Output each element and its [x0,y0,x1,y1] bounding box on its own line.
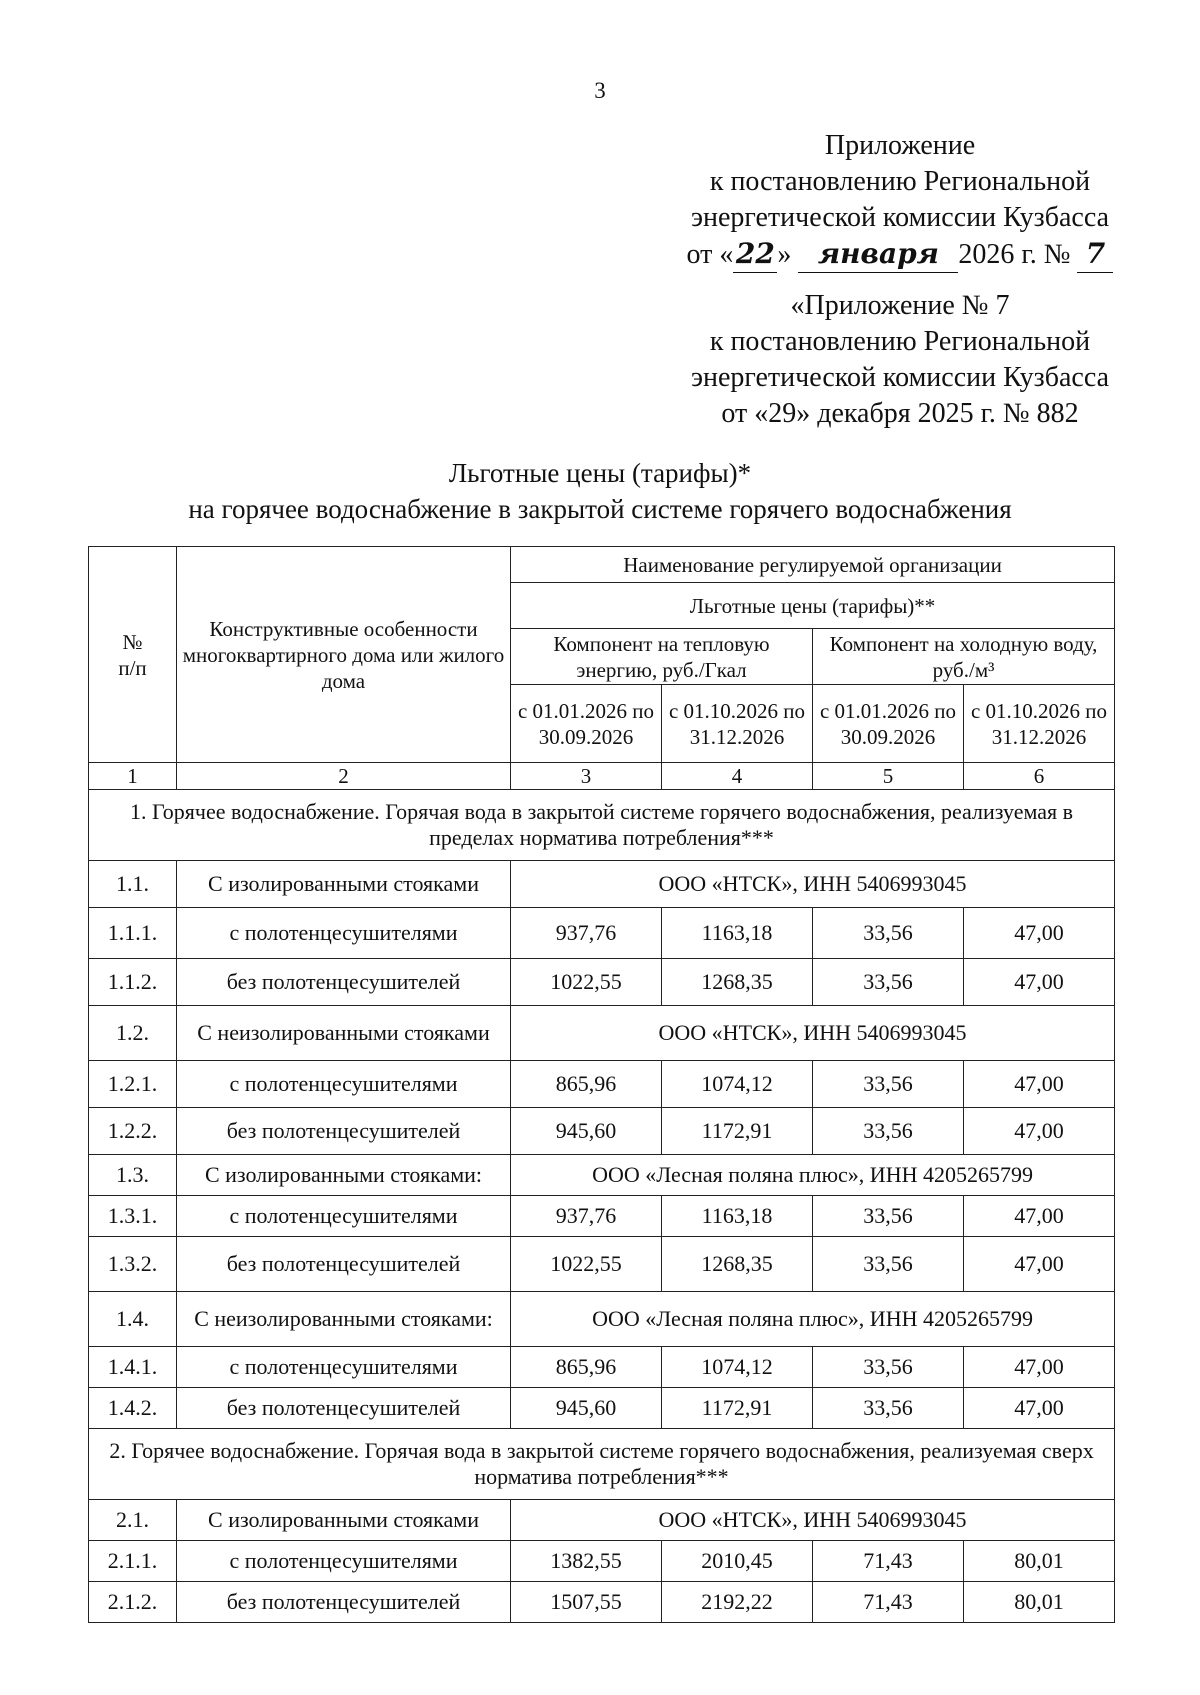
title-line2: на горячее водоснабжение в закрытой системе горячего водоснабжения [188,494,1012,524]
date-year: 2026 г. № [958,239,1071,270]
date-prefix: от « [686,239,734,270]
table-row [89,1237,1115,1292]
row-organization: ООО «НТСК», ИНН 5406993045 [511,861,1115,908]
row-description: с полотенцесушителями [177,1347,511,1388]
header-period-4: с 01.10.2026 по 31.12.2026 [964,685,1115,763]
header-number: № п/п [89,547,177,763]
table-row [89,1196,1115,1237]
appendix-line2: к постановлению Региональной [709,166,1091,197]
header-cold-component: Компонент на холодную воду, руб./м³ [813,629,1115,685]
date-mid: » [777,239,792,270]
row-description: С изолированными стояками [177,861,511,908]
row-value: 47,00 [964,1061,1115,1108]
tariff-table [88,546,1115,1623]
row-value: 71,43 [813,1541,964,1582]
header-period-3: с 01.01.2026 по 30.09.2026 [813,685,964,763]
row-value: 1382,55 [511,1541,662,1582]
prev-appendix-line4: от «29» декабря 2025 г. № 882 [721,398,1079,429]
page-number: 3 [594,78,606,103]
document-title [0,455,1200,527]
row-description: без полотенцесушителей [177,959,511,1006]
row-number: 1.2.1. [89,1061,177,1108]
row-value: 33,56 [813,1237,964,1292]
row-value: 865,96 [511,1061,662,1108]
header-period-2: с 01.10.2026 по 31.12.2026 [662,685,813,763]
row-value: 47,00 [964,1237,1115,1292]
row-value: 33,56 [813,1347,964,1388]
row-value: 1022,55 [511,959,662,1006]
section-1-title: 1. Горячее водоснабжение. Горячая вода в закрытой системе горячего водоснабжения, реализуемая в пределах норматива потребления*** [89,790,1115,861]
table-row [89,861,1115,908]
column-number: 6 [964,763,1115,790]
row-value: 1507,55 [511,1582,662,1623]
row-value: 1163,18 [662,908,813,959]
row-value: 33,56 [813,908,964,959]
table-row [89,1347,1115,1388]
appendix-date-line [640,236,1160,273]
row-description: с полотенцесушителями [177,1196,511,1237]
row-description: с полотенцесушителями [177,1541,511,1582]
row-value: 33,56 [813,1108,964,1155]
column-number: 5 [813,763,964,790]
row-value: 33,56 [813,1061,964,1108]
row-number: 2.1.2. [89,1582,177,1623]
row-value: 47,00 [964,1196,1115,1237]
table-row [89,1500,1115,1541]
row-description: без полотенцесушителей [177,1237,511,1292]
column-number: 4 [662,763,813,790]
handwritten-number: 7 [1077,236,1113,273]
row-value: 937,76 [511,1196,662,1237]
column-number: 1 [89,763,177,790]
appendix-line3: энергетической комиссии Кузбасса [690,202,1110,233]
row-value: 1172,91 [662,1388,813,1429]
handwritten-month: января [798,236,958,273]
row-number: 1.1. [89,861,177,908]
table-row [89,959,1115,1006]
row-number: 1.3.1. [89,1196,177,1237]
row-number: 1.1.1. [89,908,177,959]
row-description: с полотенцесушителями [177,1061,511,1108]
row-value: 47,00 [964,1347,1115,1388]
row-organization: ООО «НТСК», ИНН 5406993045 [511,1500,1115,1541]
table-row [89,1292,1115,1347]
row-number: 1.2. [89,1006,177,1061]
prev-appendix-line3: энергетической комиссии Кузбасса [690,362,1110,393]
row-value: 47,00 [964,1108,1115,1155]
row-description: без полотенцесушителей [177,1582,511,1623]
row-description: с полотенцесушителями [177,908,511,959]
row-number: 1.4.1. [89,1347,177,1388]
row-number: 1.3.2. [89,1237,177,1292]
row-description: С неизолированными стояками [177,1006,511,1061]
row-description: С изолированными стояками: [177,1155,511,1196]
row-description: без полотенцесушителей [177,1108,511,1155]
row-value: 47,00 [964,1388,1115,1429]
table-row [89,1155,1115,1196]
row-number: 1.1.2. [89,959,177,1006]
row-organization: ООО «НТСК», ИНН 5406993045 [511,1006,1115,1061]
row-value: 937,76 [511,908,662,959]
row-organization: ООО «Лесная поляна плюс», ИНН 4205265799 [511,1292,1115,1347]
row-value: 2010,45 [662,1541,813,1582]
row-value: 945,60 [511,1108,662,1155]
row-value: 1268,35 [662,959,813,1006]
header-prices: Льготные цены (тарифы)** [511,583,1115,629]
section-2-title: 2. Горячее водоснабжение. Горячая вода в закрытой системе горячего водоснабжения, реализуемая сверх норматива потребления*** [89,1429,1115,1500]
prev-appendix-title: «Приложение № 7 [790,290,1010,321]
appendix-block [640,128,1160,273]
previous-appendix-block [640,288,1160,432]
table-row [89,1061,1115,1108]
row-value: 33,56 [813,1196,964,1237]
table-row [89,908,1115,959]
row-value: 2192,22 [662,1582,813,1623]
row-value: 1074,12 [662,1061,813,1108]
table-row [89,1108,1115,1155]
header-description: Конструктивные особенности многоквартирного дома или жилого дома [177,547,511,763]
row-value: 47,00 [964,908,1115,959]
row-value: 1074,12 [662,1347,813,1388]
row-value: 1172,91 [662,1108,813,1155]
row-value: 80,01 [964,1582,1115,1623]
row-number: 1.2.2. [89,1108,177,1155]
row-description: С неизолированными стояками: [177,1292,511,1347]
row-description: без полотенцесушителей [177,1388,511,1429]
table-row [89,1541,1115,1582]
row-number: 1.4. [89,1292,177,1347]
row-value: 865,96 [511,1347,662,1388]
row-organization: ООО «Лесная поляна плюс», ИНН 4205265799 [511,1155,1115,1196]
table-row [89,1582,1115,1623]
row-number: 1.4.2. [89,1388,177,1429]
row-value: 47,00 [964,959,1115,1006]
row-value: 1163,18 [662,1196,813,1237]
row-value: 33,56 [813,1388,964,1429]
title-line1: Льготные цены (тарифы)* [448,458,752,488]
prev-appendix-line2: к постановлению Региональной [709,326,1091,357]
row-value: 71,43 [813,1582,964,1623]
header-organization: Наименование регулируемой организации [511,547,1115,583]
header-heat-component: Компонент на тепловую энергию, руб./Гкал [511,629,813,685]
row-value: 33,56 [813,959,964,1006]
row-number: 1.3. [89,1155,177,1196]
column-number: 3 [511,763,662,790]
row-number: 2.1.1. [89,1541,177,1582]
table-row [89,1388,1115,1429]
table-row [89,1006,1115,1061]
row-value: 80,01 [964,1541,1115,1582]
column-number: 2 [177,763,511,790]
row-value: 1022,55 [511,1237,662,1292]
row-value: 1268,35 [662,1237,813,1292]
handwritten-day: 22 [733,236,777,273]
appendix-title: Приложение [824,130,976,161]
row-value: 945,60 [511,1388,662,1429]
row-description: С изолированными стояками [177,1500,511,1541]
row-number: 2.1. [89,1500,177,1541]
header-period-1: с 01.01.2026 по 30.09.2026 [511,685,662,763]
